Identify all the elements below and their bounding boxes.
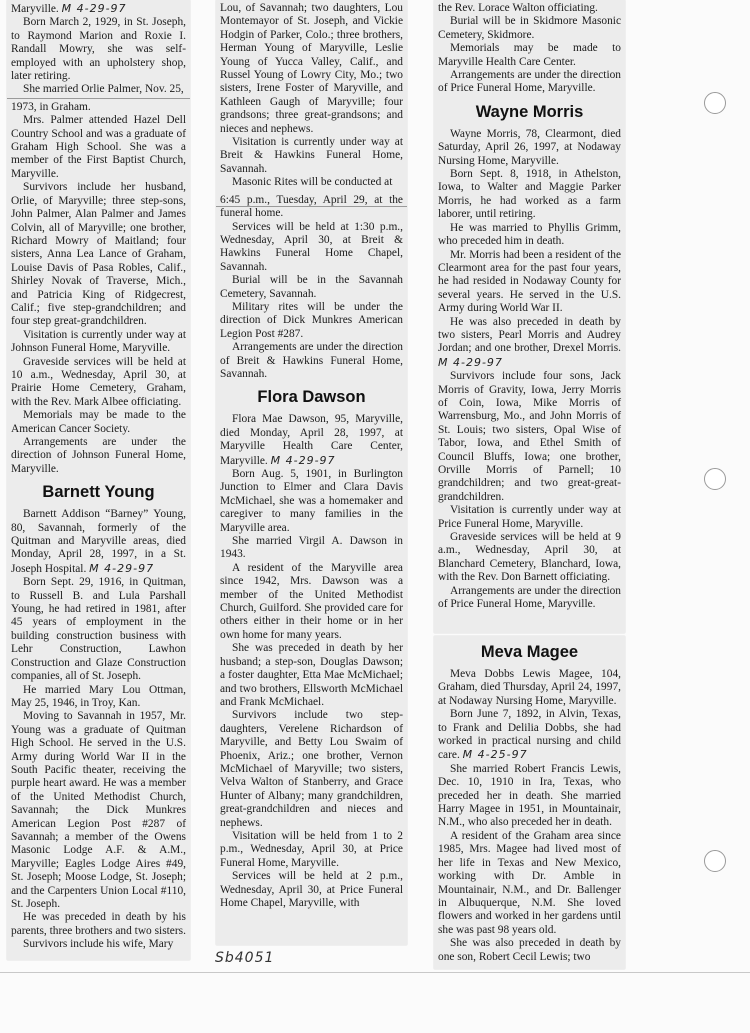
obit-text: Graveside services will be held at 10 a.m., Wednesday, April 30, at Prairie Home Cemetery, Graham, with the Rev. Mark Albee officiating. bbox=[11, 355, 186, 408]
obit-text: Arrangements are under the direction of Johnson Funeral Home, Maryville. bbox=[11, 436, 186, 475]
obit-text: Memorials may be made to Maryville Health Care Center. bbox=[438, 42, 621, 68]
handwritten-date-note: M 4-29-97 bbox=[61, 2, 127, 15]
obit-text: Flora Mae Dawson, 95, Maryville, died Monday, April 28, 1997, at Maryville Health Care Center, Maryville. M 4-29-97 bbox=[220, 413, 403, 467]
handwritten-date-note: M 4-29-97 bbox=[270, 453, 336, 467]
obit-text: Arrangements are under the direction of Price Funeral Home, Maryville. bbox=[438, 69, 621, 95]
obituary-column-3 bbox=[434, 0, 625, 633]
obit-text: Born Sept. 8, 1918, in Athelston, Iowa, to Walter and Maggie Parker Morris, he had worked as a farm laborer, until retiring. bbox=[438, 168, 621, 221]
obit-text: Wayne Morris, 78, Clearmont, died Saturday, April 26, 1997, at Nodaway Nursing Home, Maryville. bbox=[438, 127, 621, 167]
obit-text: She married Orlie Palmer, Nov. 25, bbox=[23, 83, 184, 96]
obituary-column-2 bbox=[216, 0, 407, 945]
obit-text: 1973, in Graham. bbox=[11, 100, 91, 113]
binder-punch-hole bbox=[704, 850, 726, 872]
obituary-heading-wayne-morris: Wayne Morris bbox=[475, 102, 584, 121]
obit-text: Masonic Rites will be conducted at bbox=[232, 176, 393, 189]
handwritten-date-note: M 4-29-97 bbox=[89, 561, 155, 575]
obit-text: Meva Dobbs Lewis Magee, 104, Graham, died Thursday, April 24, 1997, at Nodaway Nursing Home, Maryville. bbox=[438, 668, 621, 707]
obit-text: Services will be held at 2 p.m., Wednesday, April 30, at Price Funeral Home Chapel, Maryville, with bbox=[220, 870, 403, 909]
binder-punch-hole bbox=[704, 92, 726, 114]
handwritten-page-code: Sb4051 bbox=[215, 950, 275, 966]
obit-text: Arrangements are under the direction of Price Funeral Home, Maryville. bbox=[438, 584, 621, 611]
obit-text: Born June 7, 1892, in Alvin, Texas, to Frank and Delilia Dobbs, she had worked in practical nursing and child care. M 4-25-97 bbox=[438, 708, 621, 762]
obit-text: Born March 2, 1929, in St. Joseph, to Raymond Marion and Roxie I. Randall Mowry, she was self-employed with an upholstery shop, later retiring. bbox=[11, 16, 186, 83]
handwritten-date-note: M 4-25-97 bbox=[462, 748, 528, 762]
obit-text: Visitation is currently under way at Johnson Funeral Home, Maryville. bbox=[11, 328, 186, 355]
binder-punch-hole bbox=[704, 468, 726, 490]
obit-text: Services will be held at 1:30 p.m., Wednesday, April 30, at Breit & Hawkins Funeral Home Chapel, Savannah. bbox=[220, 220, 403, 273]
obit-text: She married Virgil A. Dawson in 1943. bbox=[220, 535, 403, 561]
obit-text: He was married to Phyllis Grimm, who preceded him in death. bbox=[438, 221, 621, 248]
obit-text: Visitation is currently under way at Price Funeral Home, Maryville. bbox=[438, 504, 621, 530]
obit-text: Mrs. Palmer attended Hazel Dell Country School and was a graduate of Graham High School. She was a member of the First Baptist Church, Maryville. bbox=[11, 114, 186, 180]
obituary-column-1 bbox=[7, 0, 190, 960]
obit-text: Survivors include her husband, Orlie, of Maryville; three step-sons, John Palmer, Alan Palmer and James Colvin, all of Maryville; one brother, Richard Mowry of Maitland; four sisters, Anna Lea Lance of Graham, Louise Davis of Pasa Robles, Calif., Shirley Novak of Traverse, Mich., and Patricia King of Ridgecrest, Calif.; five step-grandchildren; and four step great-grandchildren. bbox=[11, 181, 186, 328]
obit-text: Visitation is currently under way at Breit & Hawkins Funeral Home, Savannah. bbox=[220, 136, 403, 175]
obituary-column-3-continued bbox=[434, 636, 625, 969]
obit-text: Arrangements are under the direction of Breit & Hawkins Funeral Home, Savannah. bbox=[220, 341, 403, 380]
obit-text: A resident of the Maryville area since 1942, Mrs. Dawson was a member of the United Methodist Church, Guilford. She provided care for others either in their home or in her own home for many years. bbox=[220, 561, 403, 641]
obit-text: A resident of the Graham area since 1985, Mrs. Magee had lived most of her life in Texas and New Mexico, working with Dr. Amble in Mountainair, N.M., and Dr. Ballenger in Albuquerque, N.M. She loved flowers and worked in her gardens until she was past 98 years old. bbox=[438, 829, 621, 936]
obit-text: Lou, of Savannah; two daughters, Lou Montemayor of St. Joseph, and Vickie Hodgin of Parker, Colo.; three brothers, Herman Young of Maryville, Leslie Young of Yucca Valley, Calif., and Russel Young of Lowry City, Mo.; two sisters, Irene Foster of Maryville, and Kathleen Gaugh of Maryville; four grandsons; three great-grandsons; and nieces and nephews. bbox=[220, 2, 403, 135]
obit-text: Burial will be in the Savannah Cemetery, Savannah. bbox=[220, 274, 403, 300]
clipping-seam bbox=[216, 206, 407, 207]
obituary-heading-meva-magee: Meva Magee bbox=[480, 643, 579, 661]
obit-text: Mr. Morris had been a resident of the Clearmont area for the past four years, he had resided in Nodaway County for several years. He served in the U.S. Army during World War II. bbox=[438, 248, 621, 315]
obit-text: Born Sept. 29, 1916, in Quitman, to Russell B. and Lula Parshall Young, he had retired in 1981, after 45 years of employment in the building construction business with Lehr Construction, Lawhon Construction and Glaze Construction companies, all of St. Joseph. bbox=[11, 576, 186, 683]
obit-text: 6:45 p.m., Tuesday, April 29, at the funeral home. bbox=[220, 193, 403, 220]
handwritten-date-note: M 4-29-97 bbox=[438, 355, 503, 369]
page-bottom-edge bbox=[0, 972, 750, 973]
obit-text: He was also preceded in death by two sisters, Pearl Morris and Audrey Jordan; and one brother, Drexel Morris. M 4-29-97 bbox=[438, 315, 621, 369]
obit-text: Barnett Addison “Barney” Young, 80, Savannah, formerly of the Quitman and Maryville areas, died Monday, April 28, 1997, in a St. Joseph Hospital. M 4-29-97 bbox=[11, 508, 186, 575]
obit-text: She was preceded in death by her husband; a step-son, Douglas Dawson; a foster daughter, Etta Mae McMichael; and two brothers, Ellsworth McMichael and Frank McMichael. bbox=[220, 642, 403, 708]
obit-text: Military rites will be under the direction of Dick Munkres American Legion Post #287. bbox=[220, 300, 403, 340]
obituary-heading-barnett-young: Barnett Young bbox=[42, 483, 155, 502]
obit-text: Graveside services will be held at 9 a.m., Wednesday, April 30, at Blanchard Cemetery, Blanchard, Iowa, with the Rev. Don Barnett officiating. bbox=[438, 531, 621, 584]
obit-text: She was also preceded in death by one son, Robert Cecil Lewis; two bbox=[438, 937, 621, 963]
obit-text: Burial will be in Skidmore Masonic Cemetery, Skidmore. bbox=[438, 15, 621, 41]
obit-text: Survivors include two step-daughters, Verelene Richardson of Maryville, and Betty Lou Swaim of Phoenix, Ariz.; one brother, Vernon McMichael of Maryville; two sisters, Velva Walton of Stanberry, and Grace Hunter of Albany; many grandchildren, great-grandchildren and nieces and nephews. bbox=[220, 709, 403, 829]
obit-text: He married Mary Lou Ottman, May 25, 1946, in Troy, Kan. bbox=[11, 683, 186, 709]
obit-text: the Rev. Lorace Walton officiating. bbox=[438, 2, 598, 14]
obit-text: She married Robert Francis Lewis, Dec. 10, 1910 in Ira, Texas, who preceded her in death. She married Harry Magee in 1951, in Mountainair, N.M., who also preceded her in death. bbox=[438, 762, 621, 829]
obit-text: Memorials may be made to the American Cancer Society. bbox=[11, 409, 186, 435]
obit-text: Survivors include four sons, Jack Morris of Gravity, Iowa, Jerry Morris of Coin, Iowa, Mike Morris of Warrensburg, Mo., and John Morris of St. Louis; two sisters, Opal Wise of Tabor, Iowa, and Ethel Smith of Council Bluffs, Iowa; one brother, Orville Morris of Parnell; 10 grandchildren; and two great-great-grandchildren. bbox=[438, 370, 621, 503]
obit-text: Moving to Savannah in 1957, Mr. Young was a graduate of Quitman High School. He served in the U.S. Army during World War II in the South Pacific theater, receiving the purple heart award. He was a member of the United Methodist Church, Savannah; the Dick Munkres American Legion Post #287 of Savannah; a member of the Owens Masonic Lodge A.F. & A.M., Maryville; Eagles Lodge Aires #49, St. Joseph; Moose Lodge, St. Joseph; and the Carpenters Union Local #110, St. Joseph. bbox=[11, 710, 186, 910]
obit-text: He was preceded in death by his parents, three brothers and two sisters. bbox=[11, 911, 186, 937]
obit-text: Survivors include his wife, Mary bbox=[23, 938, 174, 951]
obit-text: Visitation will be held from 1 to 2 p.m., Wednesday, April 30, at Price Funeral Home, Maryville. bbox=[220, 829, 403, 869]
obit-text: Born Aug. 5, 1901, in Burlington Junction to Elmer and Clara Davis McMichael, she was a homemaker and caregiver to many families in the Maryville area. bbox=[220, 468, 403, 534]
obituary-heading-flora-dawson: Flora Dawson bbox=[257, 388, 366, 407]
obit-text: Maryville. M 4-29-97 bbox=[11, 2, 127, 15]
clipping-seam bbox=[7, 98, 190, 99]
